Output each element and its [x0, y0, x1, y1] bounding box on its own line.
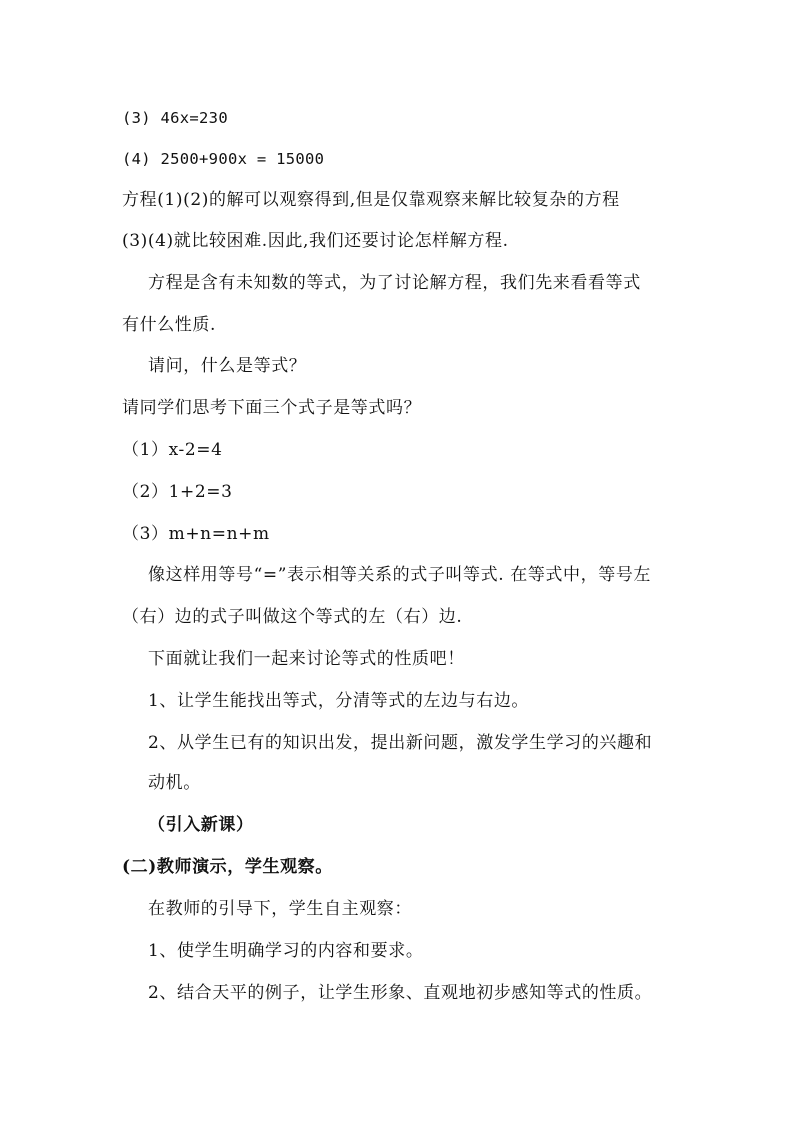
paragraph-line: 有什么性质.: [122, 315, 217, 335]
paragraph-line: 下面就让我们一起来讨论等式的性质吧！: [148, 649, 465, 669]
equation-3: (3) 46x=230: [122, 109, 228, 127]
goal-item: 1、使学生明确学习的内容和要求。: [148, 941, 424, 961]
goal-item: 2、从学生已有的知识出发，提出新问题，激发学生学习的兴趣和: [148, 733, 653, 753]
question-line: 请同学们思考下面三个式子是等式吗？: [122, 398, 422, 418]
paragraph-line: 方程是含有未知数的等式，为了讨论解方程，我们先来看看等式: [148, 273, 641, 293]
equation-4: (4) 2500+900x = 15000: [122, 150, 325, 168]
example-equation-3: （3）m+n=n+m: [122, 524, 270, 544]
goal-item: 1、让学生能找出等式，分清等式的左边与右边。: [148, 691, 530, 711]
definition-line: 像这样用等号“=”表示相等关系的式子叫等式. 在等式中，等号左: [148, 565, 652, 585]
paragraph-line: 在教师的引导下，学生自主观察：: [148, 899, 412, 919]
section-heading: (二)教师演示，学生观察。: [122, 857, 333, 877]
definition-line: （右）边的式子叫做这个等式的左（右）边.: [122, 607, 463, 627]
section-heading: （引入新课）: [148, 815, 254, 835]
example-equation-1: （1）x-2=4: [122, 440, 223, 460]
goal-item-continuation: 动机。: [148, 773, 201, 793]
paragraph-line: 方程(1)(2)的解可以观察得到,但是仅靠观察来解比较复杂的方程: [122, 190, 620, 210]
paragraph-line: (3)(4)就比较困难.因此,我们还要讨论怎样解方程.: [122, 231, 509, 251]
question-line: 请问，什么是等式？: [148, 356, 307, 376]
example-equation-2: （2）1+2=3: [122, 482, 233, 502]
goal-item: 2、结合天平的例子，让学生形象、直观地初步感知等式的性质。: [148, 983, 653, 1003]
